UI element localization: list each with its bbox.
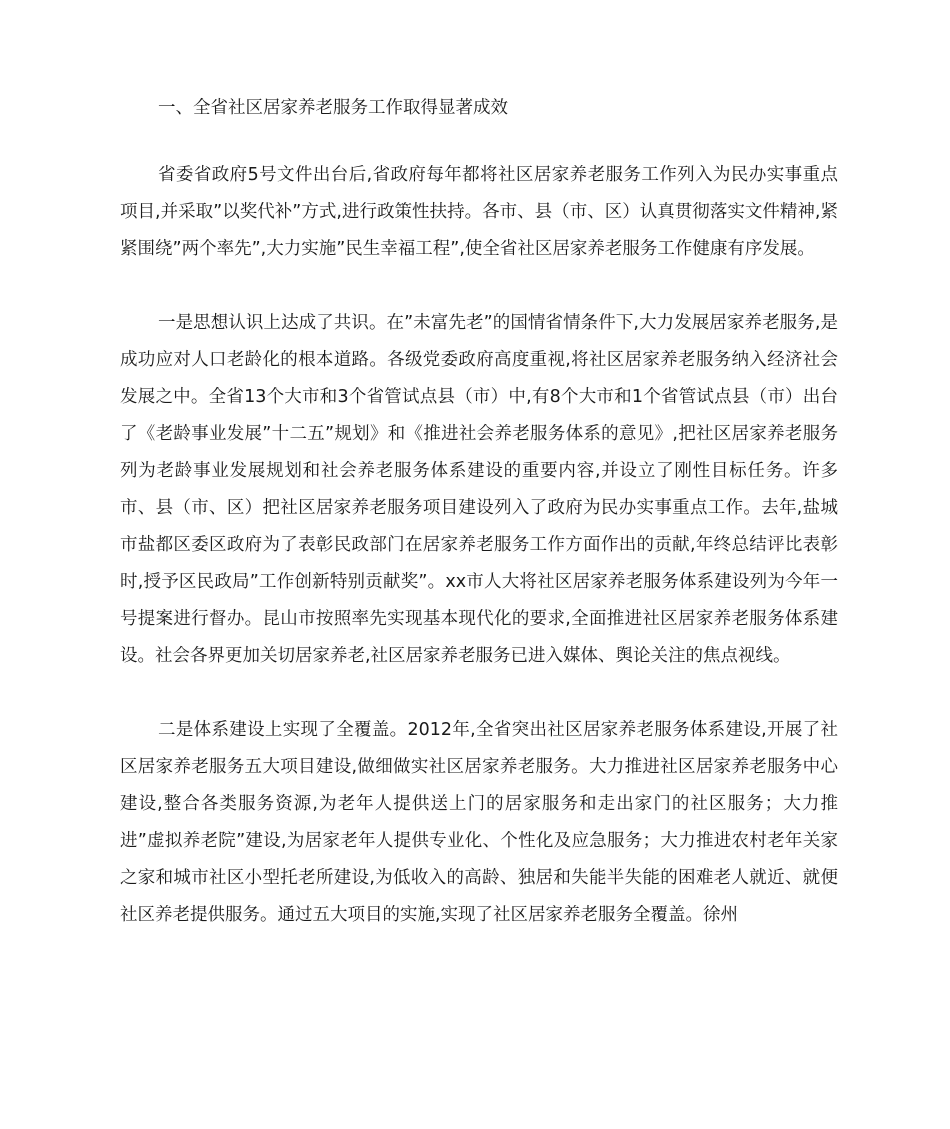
paragraph-intro: 省委省政府5号文件出台后,省政府每年都将社区居家养老服务工作列入为民办实事重点项目,并采取”以奖代补”方式,进行政策性扶持。各市、县（市、区）认真贯彻落实文件精神,紧紧围绕”两个率先”,大力实施”民生幸福工程”,使全省社区居家养老服务工作健康有序发展。 xyxy=(120,165,838,259)
paragraph-consensus: 一是思想认识上达成了共识。在”未富先老”的国情省情条件下,大力发展居家养老服务,是成功应对人口老龄化的根本道路。各级党委政府高度重视,将社区居家养老服务纳入经济社会发展之中。全省13个大市和3个省管试点县（市）中,有8个大市和1个省管试点县（市）出台了《老龄事业发展”十二五”规划》和《推进社会养老服务体系的意见》,把社区居家养老服务列为老龄事业发展规划和社会养老服务体系建设的重要内容,并设立了刚性目标任务。许多市、县（市、区）把社区居家养老服务项目建设列入了政府为民办实事重点工作。去年,盐城市盐都区委区政府为了表彰民政部门在居家养老服务工作方面作出的贡献,年终总结评比表彰时,授予区民政局”工作创新特别贡献奖”。xx市人大将社区居家养老服务体系建设列为今年一号提案进行督办。昆山市按照率先实现基本现代化的要求,全面推进社区居家养老服务体系建设。社会各界更加关切居家养老,社区居家养老服务已进入媒体、舆论关注的焦点视线。 xyxy=(120,313,838,666)
paragraph-coverage: 二是体系建设上实现了全覆盖。2012年,全省突出社区居家养老服务体系建设,开展了社区居家养老服务五大项目建设,做细做实社区居家养老服务。大力推进社区居家养老服务中心建设,整合各类服务资源,为老年人提供送上门的居家服务和走出家门的社区服务；大力推进”虚拟养老院”建设,为居家老年人提供专业化、个性化及应急服务；大力推进农村老年关家之家和城市社区小型托老所建设,为低收入的高龄、独居和失能半失能的困难老人就近、就便社区养老提供服务。通过五大项目的实施,实现了社区居家养老服务全覆盖。徐州 xyxy=(120,720,838,925)
section-heading: 一、全省社区居家养老服务工作取得显著成效 xyxy=(158,98,508,118)
document-body xyxy=(120,92,838,934)
